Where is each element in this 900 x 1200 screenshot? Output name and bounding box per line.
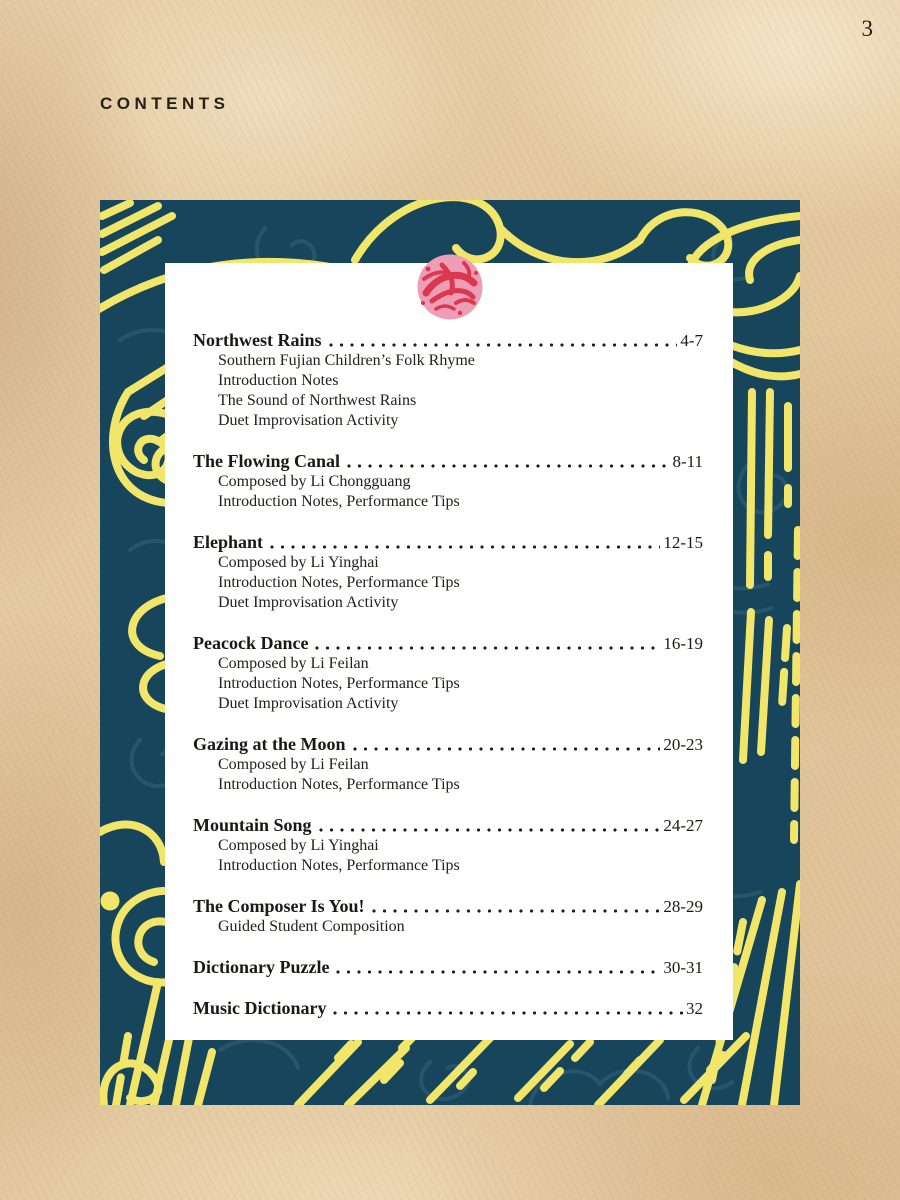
toc-entry-subitems: [193, 836, 703, 876]
toc-dot-leader: [319, 819, 661, 835]
toc-row: [193, 451, 703, 472]
toc-entry-pages: 30-31: [663, 958, 703, 977]
toc-entry-pages: 8-11: [672, 452, 703, 471]
toc-entry: [193, 734, 703, 795]
page-title: CONTENTS: [100, 94, 230, 113]
toc-entry-subitems: [193, 917, 703, 937]
toc-entry: [193, 633, 703, 714]
toc-subitem: The Sound of Northwest Rains: [218, 392, 417, 409]
toc-subitem: Introduction Notes, Performance Tips: [218, 776, 460, 793]
toc-entry-title: The Flowing Canal: [193, 451, 341, 471]
toc-entry-pages: 16-19: [663, 634, 703, 653]
toc-row: [193, 957, 703, 978]
contents-card: [165, 263, 733, 1040]
toc-entry: [193, 815, 703, 876]
toc-subitem: Composed by Li Feilan: [218, 655, 369, 672]
toc-row: [193, 815, 703, 836]
toc-dot-leader: [372, 900, 661, 916]
toc-subitem: Introduction Notes, Performance Tips: [218, 574, 460, 591]
toc-entry-subitems: [193, 351, 703, 431]
toc-row: [193, 633, 703, 654]
toc-entry-pages: 4-7: [680, 331, 703, 350]
toc-dot-leader: [336, 961, 660, 977]
toc-list: [193, 330, 703, 1019]
toc-entry-title: Northwest Rains: [193, 330, 322, 350]
toc-subitem: Introduction Notes, Performance Tips: [218, 675, 460, 692]
toc-entry: [193, 998, 703, 1019]
toc-entry: [193, 532, 703, 613]
toc-entry: [193, 330, 703, 431]
toc-entry-title: Mountain Song: [193, 815, 312, 835]
toc-entry: [193, 896, 703, 937]
toc-subitem: Introduction Notes: [218, 372, 339, 389]
toc-subitem: Duet Improvisation Activity: [218, 695, 399, 712]
page-number: 3: [861, 16, 873, 41]
toc-row: [193, 532, 703, 553]
toc-entry-subitems: [193, 472, 703, 512]
toc-subitem: Duet Improvisation Activity: [218, 594, 399, 611]
toc-row: [193, 896, 703, 917]
toc-row: [193, 998, 703, 1019]
toc-entry-pages: 32: [686, 999, 703, 1018]
toc-entry-title: Gazing at the Moon: [193, 734, 346, 754]
toc-subitem: Introduction Notes, Performance Tips: [218, 493, 460, 510]
toc-entry-title: Dictionary Puzzle: [193, 957, 330, 977]
toc-entry-pages: 28-29: [663, 897, 703, 916]
toc-dot-leader: [329, 334, 678, 350]
toc-subitem: Southern Fujian Children’s Folk Rhyme: [218, 352, 475, 369]
toc-entry-pages: 12-15: [663, 533, 703, 552]
toc-entry-pages: 20-23: [663, 735, 703, 754]
toc-row: [193, 330, 703, 351]
toc-dot-leader: [333, 1002, 683, 1018]
toc-entry-subitems: [193, 755, 703, 795]
toc-dot-leader: [347, 455, 669, 471]
toc-entry-subitems: [193, 553, 703, 613]
toc-dot-leader: [315, 637, 660, 653]
toc-entry-subitems: [193, 654, 703, 714]
toc-dot-leader: [270, 536, 660, 552]
toc-entry-title: The Composer Is You!: [193, 896, 365, 916]
decorative-panel: [100, 200, 800, 1105]
toc-entry: [193, 451, 703, 512]
toc-subitem: Composed by Li Yinghai: [218, 554, 379, 571]
toc-entry-title: Music Dictionary: [193, 998, 327, 1018]
toc-entry-title: Peacock Dance: [193, 633, 309, 653]
toc-entry-title: Elephant: [193, 532, 264, 552]
toc-subitem: Composed by Li Feilan: [218, 756, 369, 773]
toc-dot-leader: [353, 738, 661, 754]
toc-subitem: Guided Student Composition: [218, 918, 405, 935]
toc-subitem: Introduction Notes, Performance Tips: [218, 857, 460, 874]
toc-row: [193, 734, 703, 755]
toc-entry-pages: 24-27: [663, 816, 703, 835]
toc-entry: [193, 957, 703, 978]
toc-subitem: Composed by Li Chongguang: [218, 473, 411, 490]
toc-subitem: Duet Improvisation Activity: [218, 412, 399, 429]
red-seal-stamp-icon: [417, 254, 483, 320]
toc-subitem: Composed by Li Yinghai: [218, 837, 379, 854]
